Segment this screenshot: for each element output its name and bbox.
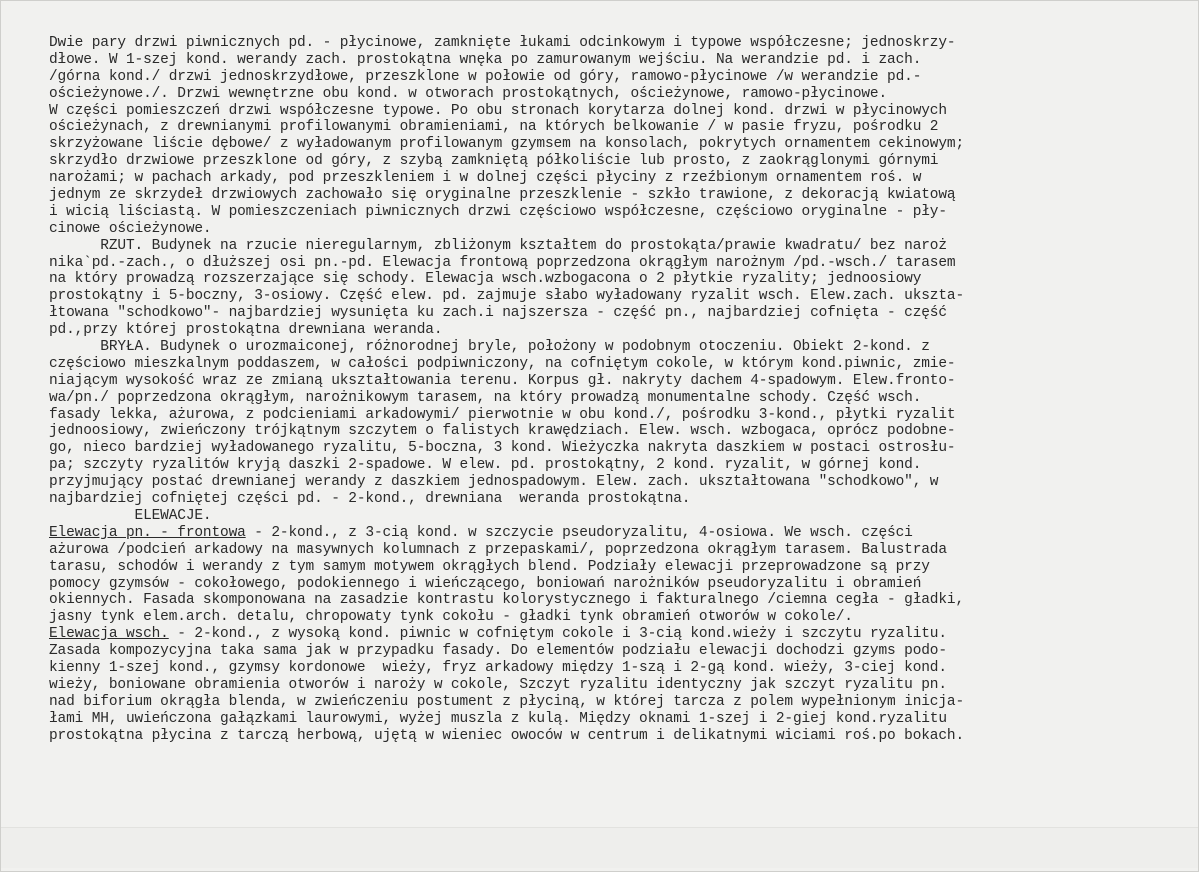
text-line: prostokątna płycina z tarczą herbową, ujętą w wieniec owoców w centrum i delikatnymi wiciami roś.po bokach. [49, 727, 965, 744]
text-line: najbardziej cofniętej części pd. - 2-kond., drewniana weranda prostokątna. [49, 491, 691, 508]
text-line: wieży, boniowane obramienia otworów i naroży w cokole, Szczyt ryzalitu identyczny jak szczyt ryzalitu pn. [49, 676, 947, 693]
underlined-heading: Elewacja wsch. [49, 626, 169, 643]
text-line: narożami; w pachach arkady, pod przeszkleniem i w dolnej części płyciny z rzeźbionym ornamentem roś. w [49, 170, 922, 187]
section-elewacje-heading: ELEWACJE. [49, 507, 212, 524]
page-bottom-margin [1, 827, 1199, 868]
text-line: jednoosiowy, zwieńczony trójkątnym szczytem o falistych krawędziach. Elew. wsch. wzbogaca, oprócz podobne- [49, 423, 956, 440]
text-line: łami MH, uwieńczona gałązkami laurowymi, wyżej muszla z kulą. Między oknami 1-szej i 2-giej kond.ryzalitu [49, 710, 947, 727]
text-line: go, nieco bardziej wyładowanego ryzalitu, 5-boczna, 3 kond. Wieżyczka nakryta daszkiem w postaci ostrosłu- [49, 440, 956, 457]
text-line: skrzydło drzwiowe przeszklone od góry, z szybą zamkniętą półkoliście lub prosto, z zaokrąglonymi górnymi [49, 153, 939, 170]
text-line: W części pomieszczeń drzwi współczesne typowe. Po obu stronach korytarza dolnej kond. drzwi w płycinowych [49, 102, 947, 119]
text-line: kienny 1-szej kond., gzymsy kordonowe wieży, fryz arkadowy między 1-szą i 2-gą kond. wieży, 3-ciej kond. [49, 659, 947, 676]
text-line: nad biforium okrągła blenda, w zwieńczeniu postument z płyciną, w której tarcza z polem wypełnionym inicja- [49, 693, 965, 710]
underlined-heading: Elewacja pn. - frontowa [49, 524, 246, 541]
text-line: Dwie pary drzwi piwnicznych pd. - płycinowe, zamknięte łukami odcinkowym i typowe współczesne; jednoskrzy- [49, 35, 956, 51]
text-line: wa/pn./ poprzedzona okrągłym, narożnikowym tarasem, na który prowadzą monumentalne schody. Część wsch. [49, 389, 922, 406]
text-line: pomocy gzymsów - cokołowego, podokiennego i wieńczącego, boniowań narożników pseudoryzalitu i obramień [49, 575, 922, 592]
text-line: nika`pd.-zach., o dłuższej osi pn.-pd. Elewacja frontową poprzedzona okrągłym narożnym /pd.-wsch./ tarasem [49, 254, 956, 271]
text-line: cinowe ościeżynowe. [49, 220, 212, 237]
text-line: prostokątny i 5-boczny, 3-osiowy. Część elew. pd. zajmuje słabo wyładowany ryzalit wsch. Elew.zach. uksztа- [49, 288, 965, 305]
text-line: pa; szczyty ryzalitów kryją daszki 2-spadowe. W elew. pd. prostokątny, 2 kond. ryzalit, w górnej kond. [49, 457, 922, 474]
text-line: fasady lekka, ażurowa, z podcieniami arkadowymi/ pierwotnie w obu kond./, pośrodku 3-kond., płytki ryzalit [49, 406, 956, 423]
document-body [49, 35, 1199, 744]
elevation-north-line: Elewacja pn. - frontowa - 2-kond., z 3-cią kond. w szczycie pseudoryzalitu, 4-osiowa. We wsch. części [49, 524, 913, 541]
text-line: pd.,przy której prostokątna drewniana weranda. [49, 322, 443, 339]
text-line: i wicią liściastą. W pomieszczeniach piwnicznych drzwi częściowo współczesne, częściowo oryginalne - pły- [49, 203, 947, 220]
text-line: jasny tynk elem.arch. detalu, chropowaty tynk cokołu - gładki tynk obramień otworów w cokole/. [49, 609, 853, 626]
section-rzut-line: RZUT. Budynek na rzucie nieregularnym, zbliżonym kształtem do prostokąta/prawie kwadratu/ bez naroż [49, 237, 947, 254]
text-line: ościeżynach, z drewnianymi profilowanymi obramieniami, na których belkowanie / w pasie fryzu, pośrodku 2 [49, 119, 939, 136]
section-bryla-line: BRYŁA. Budynek o urozmaiconej, różnorodnej bryle, położony w podobnym otoczeniu. Obiekt 2-kond. z [49, 339, 930, 356]
text-line: częściowo mieszkalnym poddaszem, w całości podpiwniczony, na cofniętym cokole, w którym kond.piwnic, zmie- [49, 355, 956, 372]
text-line: ościeżynowe./. Drzwi wewnętrzne obu kond. w otworach prostokątnych, ościeżynowe, ramowo-płycinowe. [49, 85, 888, 102]
text-line: niającym wysokość wraz ze zmianą ukształtowania terenu. Korpus gł. nakryty dachem 4-spadowym. Elew.fronto- [49, 372, 956, 389]
text-line: na który prowadzą rozszerzające się schody. Elewacja wsch.wzbogacona o 2 płytkie ryzality; jednoosiowy [49, 271, 922, 288]
text-line: dłowe. W 1-szej kond. werandy zach. prostokątna wnęka po zamurowanym wejściu. Na werandzie pd. i zach. [49, 51, 922, 68]
elevation-east-line: Elewacja wsch. - 2-kond., z wysoką kond. piwnic w cofniętym cokole i 3-cią kond.wieży i szczytu ryzalitu. [49, 626, 947, 643]
text-line: tarasu, schodów i werandy z tym samym motywem okrągłych blend. Podziały elewacji przeprowadzone są przy [49, 558, 930, 575]
text-line: przyjmujący postać drewnianej werandy z daszkiem jednospadowym. Elew. zach. ukształtowana "schodkowo", w [49, 474, 939, 491]
text-line: Zasada kompozycyjna taka sama jak w przypadku fasady. Do elementów podziału elewacji dochodzi gzyms podo- [49, 643, 947, 660]
text-line: ażurowa /podcień arkadowy na masywnych kolumnach z przepaskami/, poprzedzona okrągłym tarasem. Balustrada [49, 541, 947, 558]
text-line: jednym ze skrzydeł drzwiowych zachowało się oryginalne przeszklenie - szkło trawione, z dekoracją kwiatową [49, 187, 956, 204]
text-line: okiennych. Fasada skomponowana na zasadzie kontrastu kolorystycznego i fakturalnego /ciemna cegła - gładki, [49, 592, 965, 609]
text-line: skrzyżowane liście dębowe/ z wyładowanym profilowanym gzymsem na konsolach, pokrytych ornamentem cekinowym; [49, 136, 965, 153]
text-line: łtowana "schodkowo"- najbardziej wysunięta ku zach.i najszersza - część pn., najbardziej cofnięta - część [49, 305, 947, 322]
text-line: /górna kond./ drzwi jednoskrzydłowe, przeszklone w połowie od góry, ramowo-płycinowe /w werandzie pd.- [49, 68, 922, 85]
